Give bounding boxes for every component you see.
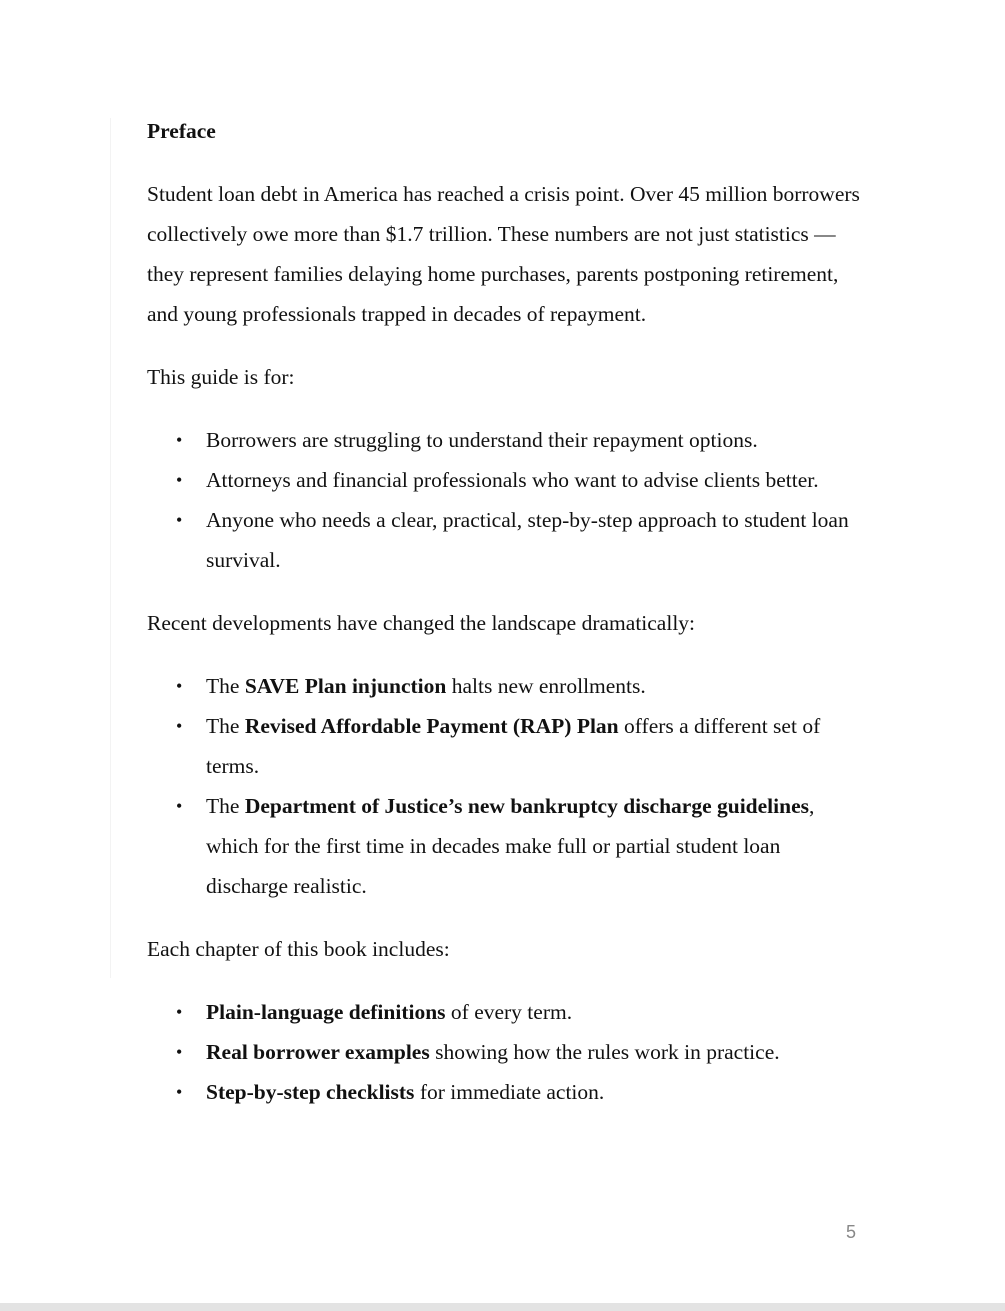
chapter-features-list xyxy=(147,992,867,1112)
list-item: • Anyone who needs a clear, practical, step-by-step approach to student loan survival. xyxy=(147,500,867,580)
page-content xyxy=(147,111,867,1135)
list-item xyxy=(147,1072,867,1112)
item-suffix: , which for the first time in decades make full or partial student loan discharge realistic. xyxy=(206,794,815,898)
item-emphasis: Step-by-step checklists xyxy=(206,1080,415,1104)
list-item xyxy=(147,992,867,1032)
item-prefix: The xyxy=(206,794,245,818)
page-title: Preface xyxy=(147,119,216,143)
audience-list xyxy=(147,420,867,580)
chapter-lead: Each chapter of this book includes: xyxy=(147,937,450,961)
list-item: • Attorneys and financial professionals who want to advise clients better. xyxy=(147,460,867,500)
item-suffix: offers a different set of terms. xyxy=(206,714,821,778)
list-item xyxy=(147,706,867,786)
list-item: • Borrowers are struggling to understand their repayment options. xyxy=(147,420,867,460)
intro-paragraph: Student loan debt in America has reached a crisis point. Over 45 million borrowers collectively owe more than $1.7 trillion. These numbers are not just statistics — they represent families delaying home purchases, parents postponing retirement, and young professionals trapped in decades of repayment. xyxy=(147,182,860,326)
developments-list xyxy=(147,666,867,906)
item-prefix: The xyxy=(206,714,245,738)
list-item xyxy=(147,1032,867,1072)
item-suffix: showing how the rules work in practice. xyxy=(429,1040,780,1064)
item-suffix: of every term. xyxy=(445,1000,573,1024)
margin-guide xyxy=(110,118,111,978)
item-emphasis: Revised Affordable Payment (RAP) Plan xyxy=(244,714,619,738)
bottom-scroll-strip xyxy=(0,1303,1005,1311)
item-emphasis: Real borrower examples xyxy=(206,1040,430,1064)
item-prefix: The xyxy=(206,674,245,698)
item-suffix: for immediate action. xyxy=(414,1080,605,1104)
page-number: 5 xyxy=(846,1222,857,1242)
developments-lead: Recent developments have changed the landscape dramatically: xyxy=(147,611,696,635)
item-emphasis: Department of Justice’s new bankruptcy discharge guidelines xyxy=(244,794,809,818)
audience-lead: This guide is for: xyxy=(147,365,295,389)
list-item xyxy=(147,786,867,906)
item-suffix: halts new enrollments. xyxy=(446,674,646,698)
item-emphasis: SAVE Plan injunction xyxy=(244,674,447,698)
item-emphasis: Plain-language definitions xyxy=(206,1000,446,1024)
list-item xyxy=(147,666,867,706)
